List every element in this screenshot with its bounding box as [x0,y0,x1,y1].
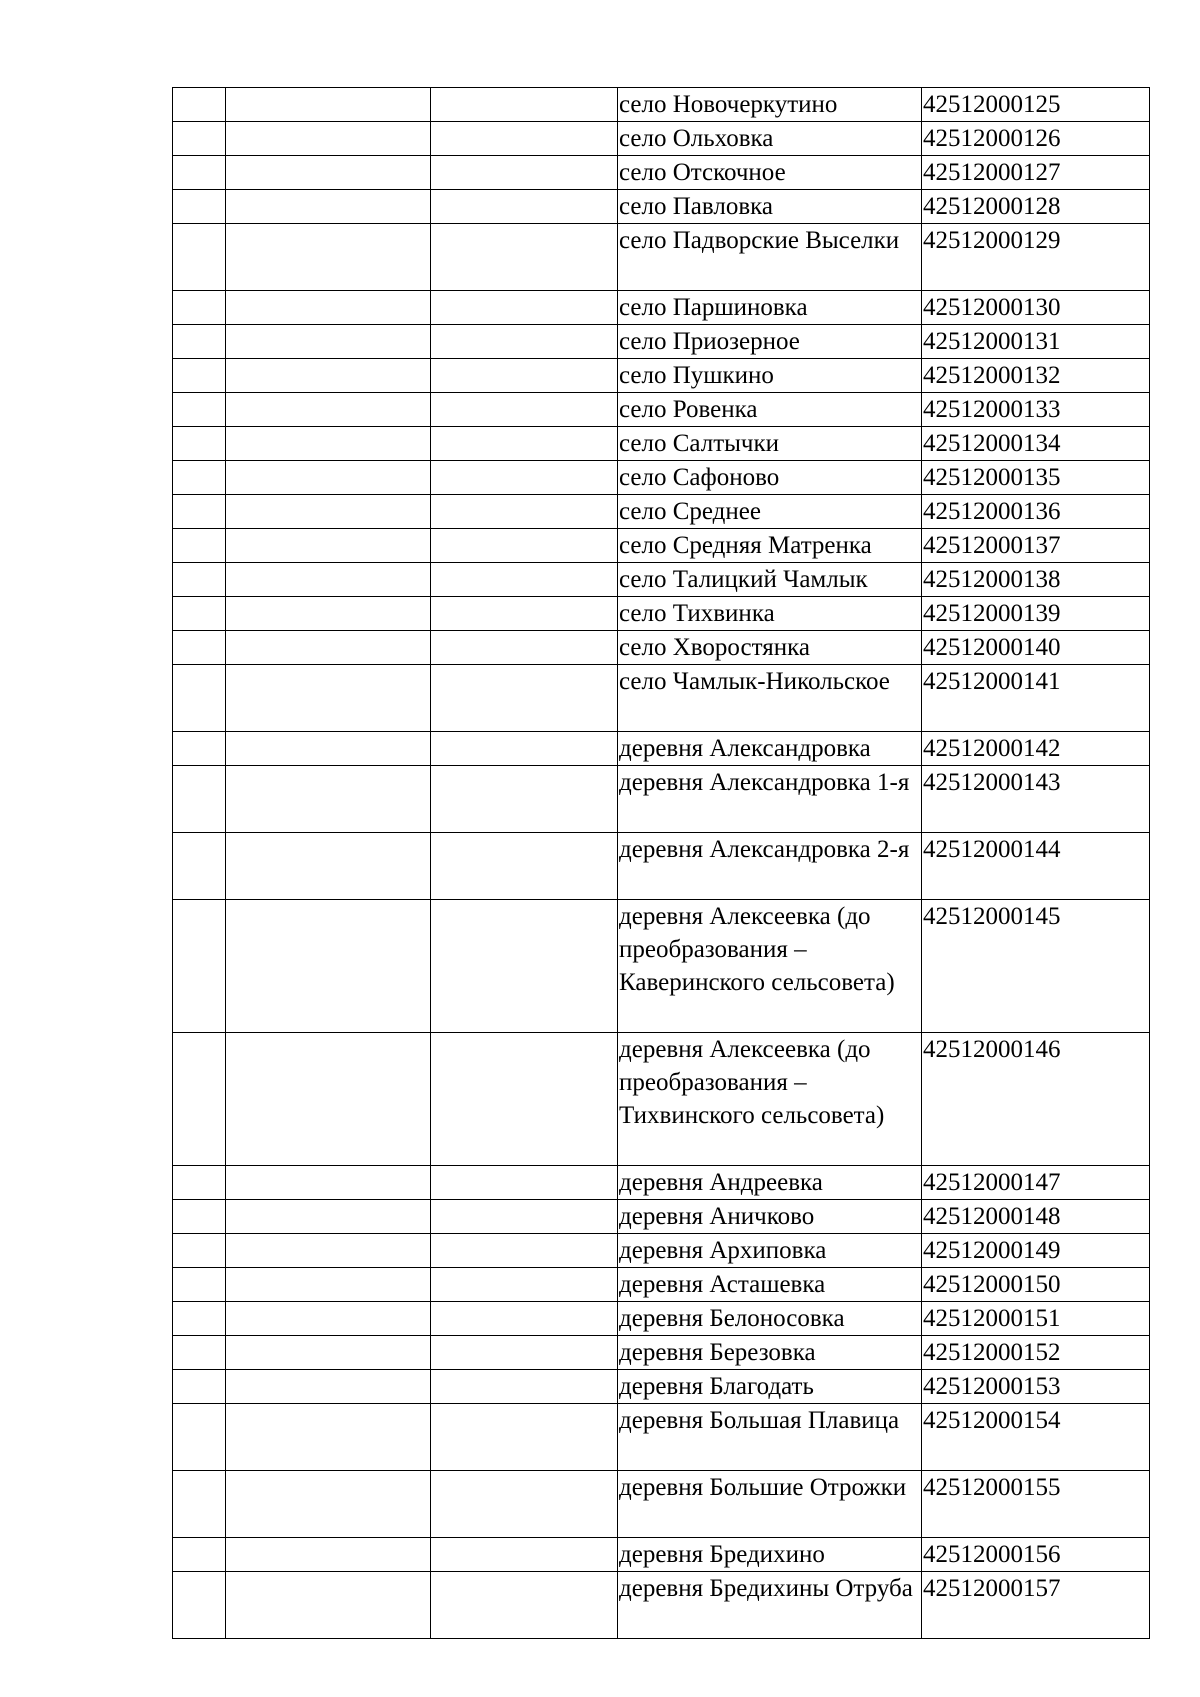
table-row [173,393,1150,427]
settlement-name-cell: деревня Алексеевка (до преобразования – Тихвинского сельсовета) [618,1033,922,1166]
oktmo-code-cell: 42512000128 [922,190,1150,224]
empty-cell-2 [226,1471,431,1538]
settlement-name-cell: деревня Александровка [618,732,922,766]
empty-cell-1 [173,529,226,563]
empty-cell-3 [431,1370,618,1404]
empty-cell-2 [226,224,431,291]
empty-cell-1 [173,631,226,665]
settlement-name-cell: село Паршиновка [618,291,922,325]
settlement-name-cell: деревня Бредихино [618,1538,922,1572]
table-row [173,1200,1150,1234]
settlement-name-cell: деревня Александровка 2-я [618,833,922,900]
table-row [173,833,1150,900]
settlement-name-cell: село Пушкино [618,359,922,393]
settlement-name-cell: село Новочеркутино [618,88,922,122]
settlement-name-cell: село Тихвинка [618,597,922,631]
oktmo-code-cell: 42512000138 [922,563,1150,597]
table-row [173,224,1150,291]
empty-cell-3 [431,495,618,529]
empty-cell-3 [431,1166,618,1200]
empty-cell-2 [226,1404,431,1471]
oktmo-code-cell: 42512000132 [922,359,1150,393]
table-row [173,1336,1150,1370]
settlement-name-cell: деревня Андреевка [618,1166,922,1200]
empty-cell-1 [173,393,226,427]
empty-cell-1 [173,1370,226,1404]
oktmo-code-cell: 42512000136 [922,495,1150,529]
oktmo-code-cell: 42512000145 [922,900,1150,1033]
oktmo-code-cell: 42512000126 [922,122,1150,156]
empty-cell-3 [431,766,618,833]
table-row [173,1370,1150,1404]
oktmo-code-cell: 42512000127 [922,156,1150,190]
empty-cell-2 [226,631,431,665]
empty-cell-3 [431,1302,618,1336]
empty-cell-2 [226,1033,431,1166]
empty-cell-1 [173,766,226,833]
table-row [173,1166,1150,1200]
oktmo-code-cell: 42512000149 [922,1234,1150,1268]
oktmo-code-cell: 42512000143 [922,766,1150,833]
oktmo-code-cell: 42512000137 [922,529,1150,563]
settlement-name-cell: село Приозерное [618,325,922,359]
table-row [173,1404,1150,1471]
table-row [173,1471,1150,1538]
empty-cell-1 [173,1471,226,1538]
empty-cell-3 [431,563,618,597]
empty-cell-2 [226,665,431,732]
settlement-name-cell: деревня Большая Плавица [618,1404,922,1471]
empty-cell-1 [173,1268,226,1302]
empty-cell-2 [226,766,431,833]
empty-cell-2 [226,461,431,495]
empty-cell-1 [173,1033,226,1166]
oktmo-code-cell: 42512000130 [922,291,1150,325]
table-row [173,325,1150,359]
table-row [173,665,1150,732]
empty-cell-3 [431,325,618,359]
oktmo-code-cell: 42512000150 [922,1268,1150,1302]
settlement-name-cell: село Сафоново [618,461,922,495]
empty-cell-3 [431,156,618,190]
settlement-name-cell: село Средняя Матренка [618,529,922,563]
empty-cell-2 [226,732,431,766]
empty-cell-1 [173,461,226,495]
empty-cell-3 [431,900,618,1033]
empty-cell-3 [431,1033,618,1166]
settlement-name-cell: село Падворские Выселки [618,224,922,291]
table-row [173,563,1150,597]
oktmo-code-cell: 42512000142 [922,732,1150,766]
empty-cell-1 [173,732,226,766]
table-row [173,1538,1150,1572]
table-row [173,359,1150,393]
oktmo-code-cell: 42512000140 [922,631,1150,665]
settlement-name-cell: деревня Благодать [618,1370,922,1404]
oktmo-code-cell: 42512000133 [922,393,1150,427]
empty-cell-3 [431,732,618,766]
empty-cell-1 [173,1538,226,1572]
empty-cell-3 [431,1336,618,1370]
table-row [173,1302,1150,1336]
empty-cell-2 [226,1370,431,1404]
empty-cell-1 [173,1572,226,1639]
empty-cell-1 [173,1166,226,1200]
settlement-name-cell: село Чамлык-Никольское [618,665,922,732]
empty-cell-3 [431,122,618,156]
table-row [173,88,1150,122]
table-row [173,291,1150,325]
settlement-name-cell: деревня Алексеевка (до преобразования – Каверинского сельсовета) [618,900,922,1033]
settlement-name-cell: деревня Александровка 1-я [618,766,922,833]
empty-cell-1 [173,224,226,291]
empty-cell-2 [226,1302,431,1336]
oktmo-code-cell: 42512000146 [922,1033,1150,1166]
settlement-name-cell: село Отскочное [618,156,922,190]
empty-cell-1 [173,190,226,224]
table-row [173,122,1150,156]
empty-cell-2 [226,1200,431,1234]
table-body [173,88,1150,1639]
oktmo-code-cell: 42512000153 [922,1370,1150,1404]
empty-cell-3 [431,833,618,900]
oktmo-code-cell: 42512000135 [922,461,1150,495]
table-row [173,1234,1150,1268]
empty-cell-1 [173,325,226,359]
empty-cell-1 [173,495,226,529]
empty-cell-1 [173,833,226,900]
oktmo-code-cell: 42512000147 [922,1166,1150,1200]
settlement-name-cell: село Ровенка [618,393,922,427]
empty-cell-2 [226,1234,431,1268]
oktmo-code-cell: 42512000157 [922,1572,1150,1639]
empty-cell-3 [431,1538,618,1572]
table-row [173,900,1150,1033]
settlement-name-cell: село Талицкий Чамлык [618,563,922,597]
empty-cell-3 [431,1268,618,1302]
settlement-name-cell: деревня Березовка [618,1336,922,1370]
empty-cell-1 [173,156,226,190]
empty-cell-2 [226,597,431,631]
oktmo-code-cell: 42512000141 [922,665,1150,732]
empty-cell-2 [226,427,431,461]
oktmo-code-cell: 42512000125 [922,88,1150,122]
oktmo-code-cell: 42512000151 [922,1302,1150,1336]
empty-cell-1 [173,359,226,393]
empty-cell-3 [431,393,618,427]
empty-cell-2 [226,1336,431,1370]
empty-cell-1 [173,900,226,1033]
oktmo-code-cell: 42512000156 [922,1538,1150,1572]
empty-cell-2 [226,156,431,190]
empty-cell-2 [226,529,431,563]
settlement-name-cell: село Салтычки [618,427,922,461]
empty-cell-1 [173,291,226,325]
empty-cell-2 [226,88,431,122]
empty-cell-1 [173,1200,226,1234]
empty-cell-1 [173,427,226,461]
settlement-name-cell: деревня Асташевка [618,1268,922,1302]
empty-cell-1 [173,563,226,597]
table-row [173,631,1150,665]
settlement-name-cell: деревня Белоносовка [618,1302,922,1336]
table-row [173,156,1150,190]
table-row [173,529,1150,563]
settlement-name-cell: деревня Архиповка [618,1234,922,1268]
oktmo-code-cell: 42512000131 [922,325,1150,359]
settlements-table [172,87,1150,1639]
empty-cell-1 [173,122,226,156]
table-row [173,461,1150,495]
table-row [173,732,1150,766]
oktmo-code-cell: 42512000152 [922,1336,1150,1370]
empty-cell-2 [226,563,431,597]
empty-cell-2 [226,1268,431,1302]
table-row [173,1572,1150,1639]
empty-cell-3 [431,1471,618,1538]
empty-cell-1 [173,665,226,732]
empty-cell-2 [226,1538,431,1572]
settlement-name-cell: село Среднее [618,495,922,529]
empty-cell-2 [226,900,431,1033]
empty-cell-2 [226,495,431,529]
empty-cell-3 [431,1234,618,1268]
empty-cell-3 [431,427,618,461]
empty-cell-2 [226,122,431,156]
empty-cell-3 [431,1572,618,1639]
empty-cell-1 [173,1336,226,1370]
empty-cell-3 [431,291,618,325]
table-row [173,766,1150,833]
table-row [173,597,1150,631]
empty-cell-3 [431,529,618,563]
settlement-name-cell: деревня Бредихины Отруба [618,1572,922,1639]
oktmo-code-cell: 42512000155 [922,1471,1150,1538]
empty-cell-3 [431,461,618,495]
empty-cell-2 [226,833,431,900]
empty-cell-3 [431,1200,618,1234]
oktmo-code-cell: 42512000134 [922,427,1150,461]
oktmo-code-cell: 42512000148 [922,1200,1150,1234]
settlement-name-cell: село Павловка [618,190,922,224]
empty-cell-1 [173,1302,226,1336]
table-row [173,427,1150,461]
empty-cell-2 [226,325,431,359]
empty-cell-3 [431,597,618,631]
empty-cell-2 [226,291,431,325]
empty-cell-1 [173,88,226,122]
settlement-name-cell: село Хворостянка [618,631,922,665]
table-row [173,1268,1150,1302]
table-row [173,1033,1150,1166]
empty-cell-1 [173,597,226,631]
empty-cell-3 [431,224,618,291]
empty-cell-2 [226,359,431,393]
empty-cell-3 [431,88,618,122]
empty-cell-2 [226,1572,431,1639]
table-row [173,190,1150,224]
empty-cell-3 [431,359,618,393]
oktmo-code-cell: 42512000139 [922,597,1150,631]
oktmo-code-cell: 42512000154 [922,1404,1150,1471]
oktmo-code-cell: 42512000129 [922,224,1150,291]
settlement-name-cell: деревня Большие Отрожки [618,1471,922,1538]
settlement-name-cell: деревня Аничково [618,1200,922,1234]
empty-cell-2 [226,393,431,427]
empty-cell-3 [431,631,618,665]
table-row [173,495,1150,529]
empty-cell-1 [173,1234,226,1268]
empty-cell-3 [431,190,618,224]
empty-cell-3 [431,665,618,732]
empty-cell-3 [431,1404,618,1471]
empty-cell-2 [226,1166,431,1200]
oktmo-code-cell: 42512000144 [922,833,1150,900]
empty-cell-1 [173,1404,226,1471]
empty-cell-2 [226,190,431,224]
settlement-name-cell: село Ольховка [618,122,922,156]
